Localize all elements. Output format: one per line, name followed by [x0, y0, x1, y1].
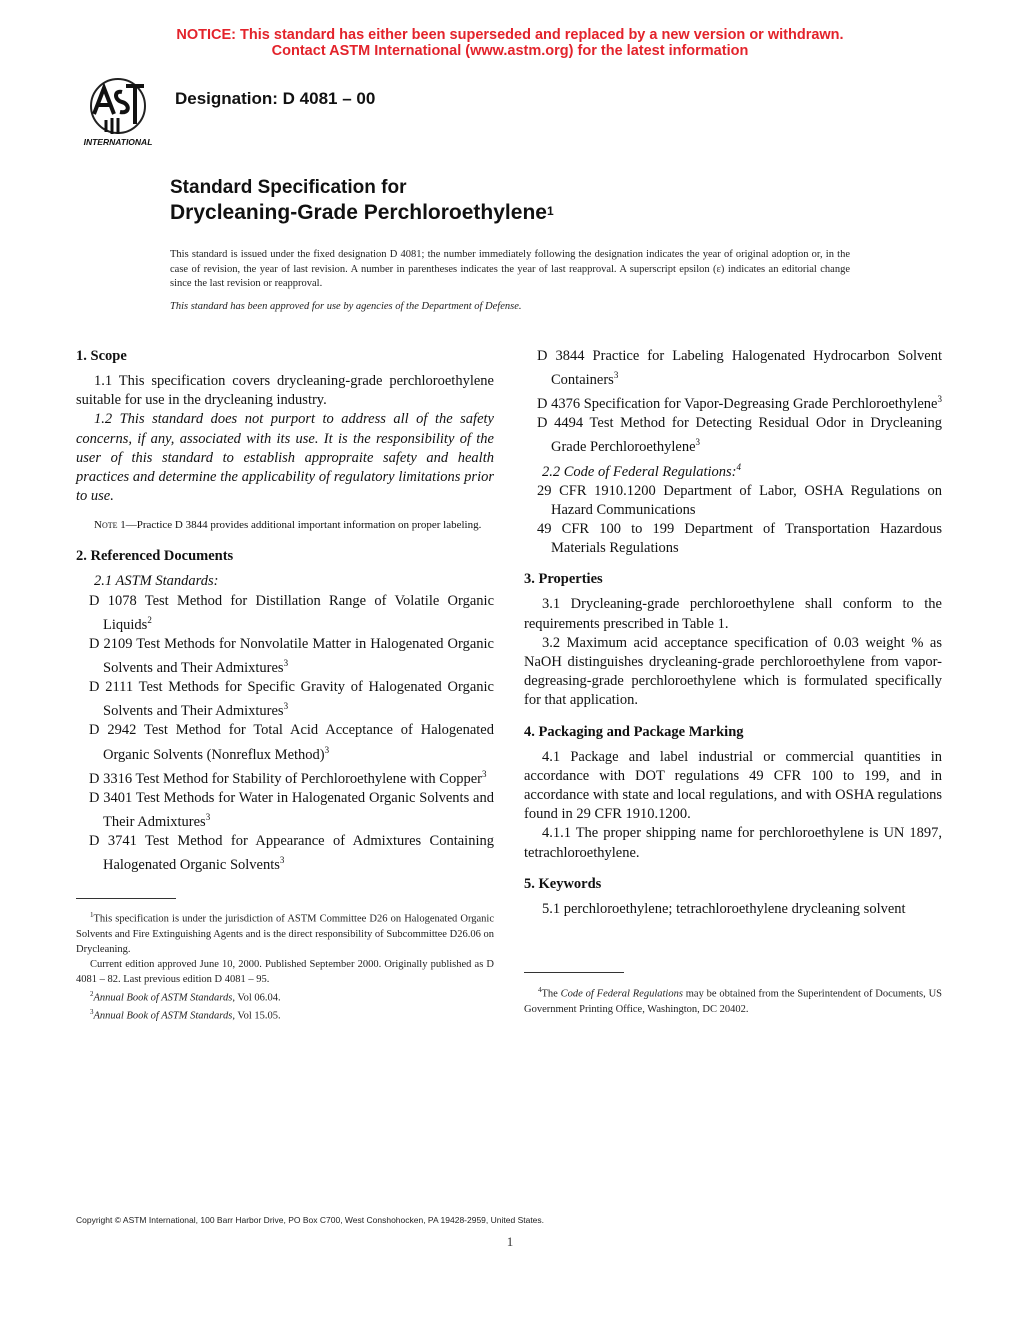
- reference-text: D 2111 Test Methods for Specific Gravity of Halogenated Organic Solvents and Their Admixtures: [89, 679, 494, 720]
- footnote-ref: 3: [613, 370, 619, 381]
- reference-d4376: [524, 390, 942, 414]
- reference-49cfr: 49 CFR 100 to 199 Department of Transportation Hazardous Materials Regulations: [537, 520, 942, 557]
- footnote-divider-right: [524, 972, 624, 973]
- astm-logo: [76, 74, 160, 148]
- note-1: [76, 518, 494, 533]
- footnote-number: 4: [538, 986, 542, 994]
- footnote-4: [524, 983, 942, 1017]
- reference-text: D 4494 Test Method for Detecting Residual Odor in Drycleaning Grade Perchloroethylene: [537, 415, 942, 456]
- reference-d2942: [76, 721, 494, 764]
- footnote-italic: Code of Federal Regulations: [560, 988, 683, 1000]
- packaging-4-1: 4.1 Package and label industrial or commercial quantities in accordance with DOT regulations 49 CFR 100 to 199, and in accordance with state and local regulations, and with OSHA regulations found in 29 CFR 1910.1200.: [524, 748, 942, 823]
- packaging-4-1-1: 4.1.1 The proper shipping name for perchloroethylene is UN 1897, tetrachloroethylene.: [524, 825, 942, 861]
- footnote-number: 2: [90, 989, 94, 998]
- reference-d3741: [76, 832, 494, 875]
- footnote-divider-left: [76, 898, 176, 899]
- reference-d2109: [76, 635, 494, 678]
- footnote-text: , Vol 06.04.: [232, 992, 281, 1003]
- document-title: [170, 176, 554, 226]
- title-footnote-ref: 1: [546, 204, 554, 218]
- astm-reference-list-continued: [524, 347, 942, 458]
- reference-text: D 4376 Specification for Vapor-Degreasing Grade Perchloroethylene: [537, 396, 938, 413]
- footnote-ref: 3: [279, 855, 285, 866]
- reference-text: D 3741 Test Method for Appearance of Admixtures Containing Halogenated Organic Solvents: [89, 832, 494, 873]
- footnote-text: , Vol 15.05.: [232, 1010, 281, 1022]
- note-label: Note 1: [94, 519, 126, 532]
- footnote-ref: 4: [736, 461, 742, 472]
- copyright: Copyright © ASTM International, 100 Barr Harbor Drive, PO Box C700, West Conshohocken, PA 19428-2959, United States.: [76, 1215, 545, 1225]
- referenced-documents-heading: 2. Referenced Documents: [76, 548, 234, 565]
- cfr-label: [524, 458, 942, 482]
- scope-heading: 1. Scope: [76, 348, 127, 364]
- footnote-3: [76, 1005, 494, 1024]
- reference-text: D 2942 Test Method for Total Acid Acceptance of Halogenated Organic Solvents (Nonreflux Method): [89, 722, 494, 763]
- footnote-number: 1: [90, 911, 94, 919]
- scope-1-1: 1.1 This specification covers drycleaning-grade perchloroethylene suitable for use in the drycleaning industry.: [76, 373, 494, 409]
- reference-d2111: [76, 678, 494, 721]
- preamble: This standard is issued under the fixed designation D 4081; the number immediately following the designation indicates the year of original adoption or, in the case of revision, the year of last revision. A number in parentheses indicates the year of last reapproval. A superscript epsilon (ε) indicates an editorial change since the last revision or reapproval.: [170, 249, 850, 289]
- footnote-number: 3: [90, 1008, 94, 1016]
- footnote-ref: 3: [324, 744, 330, 755]
- notice-line-1: NOTICE: This standard has either been superseded and replaced by a new version or withdrawn.: [176, 27, 844, 43]
- footnote-1-edition: Current edition approved June 10, 2000. Published September 2000. Originally published as D 4081 – 82. Last previous edition D 4081 – 95.: [76, 958, 494, 985]
- footnote-text: may be obtained from the Superintendent of Documents, US Government Printing Office, Washington, DC 20402.: [524, 988, 943, 1015]
- footnote-2: [76, 987, 494, 1006]
- footnote-text: The: [541, 988, 561, 1000]
- reference-text: D 3844 Practice for Labeling Halogenated Hydrocarbon Solvent Containers: [537, 348, 942, 389]
- footnote-ref: 3: [695, 437, 701, 448]
- keywords-heading: 5. Keywords: [524, 875, 602, 892]
- supersede-notice: [0, 27, 1020, 59]
- packaging-heading: 4. Packaging and Package Marking: [524, 723, 744, 740]
- left-column: [76, 347, 494, 875]
- footnote-ref: 3: [481, 768, 487, 779]
- notice-line-2: Contact ASTM International (www.astm.org) for the latest information: [271, 43, 749, 59]
- footnote-ref: 3: [937, 394, 942, 405]
- scope-1-2: 1.2 This standard does not purport to address all of the safety concerns, if any, associated with its use. It is the responsibility of the user of this standard to establish appropraite safety and health practices and determine the applicability of regulatory limitations prior to use.: [76, 411, 494, 505]
- properties-3-2: 3.2 Maximum acid acceptance specification of 0.03 weight % as NaOH distinguishes drycleaning-grade perchloroethylene from vapor-degreasing-grade perchloroethylene which is formulated specifically for that application.: [524, 634, 942, 709]
- title-line-1: Standard Specification for: [170, 177, 407, 198]
- footnote-italic: Annual Book of ASTM Standards: [93, 1010, 233, 1022]
- logo-subtext: INTERNATIONAL: [83, 137, 153, 147]
- reference-d4494: [524, 414, 942, 457]
- reference-text: D 3401 Test Methods for Water in Halogenated Organic Solvents and Their Admixtures: [89, 789, 494, 830]
- footnote-ref: 3: [283, 658, 289, 669]
- astm-reference-list: [76, 592, 494, 875]
- footnote-text: This specification is under the jurisdiction of ASTM Committee D26 on Halogenated Organic Solvents and Fire Extinguishing Agents and is the direct responsibility of Subcommittee D26.06 on Drycleaning.: [76, 913, 494, 955]
- footnote-1: [76, 908, 494, 957]
- astm-standards-label: 2.1 ASTM Standards:: [94, 573, 219, 590]
- footnotes-left: [76, 908, 494, 1024]
- reference-text: D 1078 Test Method for Distillation Range of Volatile Organic Liquids: [89, 592, 494, 633]
- page-number: 1: [506, 1234, 514, 1249]
- reference-d3316: [76, 765, 494, 789]
- reference-d1078: [76, 592, 494, 635]
- keywords-5-1: 5.1 perchloroethylene; tetrachloroethylene drycleaning solvent: [542, 900, 906, 917]
- footnote-ref: 3: [283, 701, 289, 712]
- properties-3-1: 3.1 Drycleaning-grade perchloroethylene shall conform to the requirements prescribed in Table 1.: [524, 596, 942, 632]
- note-text: —Practice D 3844 provides additional important information on proper labeling.: [125, 519, 482, 532]
- footnote-ref: 3: [205, 811, 211, 822]
- footnote-italic: Annual Book of ASTM Standards: [93, 992, 233, 1003]
- cfr-label-text: 2.2 Code of Federal Regulations:: [542, 463, 737, 480]
- title-line-2: Drycleaning-Grade Perchloroethylene: [170, 201, 547, 224]
- reference-d3844: [524, 347, 942, 390]
- footnotes-right: [524, 983, 942, 1017]
- dod-approval: This standard has been approved for use by agencies of the Department of Defense.: [170, 301, 522, 312]
- reference-d3401: [76, 789, 494, 832]
- footnote-ref: 2: [147, 614, 152, 625]
- designation: Designation: D 4081 – 00: [175, 89, 376, 108]
- properties-heading: 3. Properties: [524, 571, 603, 588]
- reference-text: D 2109 Test Methods for Nonvolatile Matter in Halogenated Organic Solvents and Their Admixtures: [89, 635, 494, 676]
- right-column: [524, 347, 942, 919]
- reference-29cfr: 29 CFR 1910.1200 Department of Labor, OSHA Regulations on Hazard Communications: [537, 482, 942, 518]
- reference-text: D 3316 Test Method for Stability of Perchloroethylene with Copper: [89, 770, 482, 787]
